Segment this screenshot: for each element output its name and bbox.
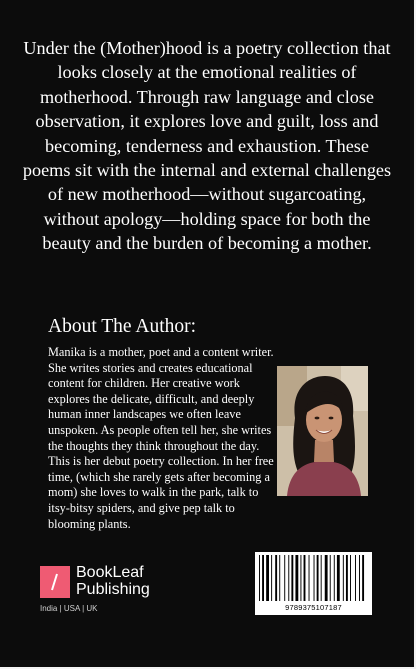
barcode-bar	[304, 555, 306, 601]
publisher-logo-mark	[40, 566, 70, 598]
publisher-name-line1: BookLeaf	[76, 564, 144, 581]
author-bio: Manika is a mother, poet and a content writer. She writes stories and creates educational content for children. Her creative work explores the delicate, difficult, and deeply human inner landscapes we often leave unspoken. As people often tell her, she writes the thoughts they think throughout the day. This is her debut poetry collection. In her free time, (which she rarely gets after becoming a mom) she loves to walk in the park, talk to itsy-bitsy spiders, and give pep talk to blooming plants.	[48, 345, 274, 531]
barcode-bar	[362, 555, 364, 601]
barcode-bar	[355, 555, 356, 601]
barcode-bar	[291, 555, 293, 601]
barcode-bar	[279, 555, 280, 601]
barcode-bar	[262, 555, 264, 601]
barcode-bar	[259, 555, 260, 601]
barcode-bar	[334, 555, 335, 601]
isbn-number: 9789375107187	[285, 603, 342, 612]
author-portrait-image	[277, 366, 368, 496]
barcode-bar	[288, 555, 289, 601]
barcode-bars	[255, 552, 372, 604]
barcode-bar	[295, 555, 298, 601]
barcode-bar	[266, 555, 269, 601]
barcode-bar	[321, 555, 322, 601]
publisher-name	[76, 564, 150, 598]
barcode-bar	[275, 555, 277, 601]
publisher-name-line2: Publishing	[76, 581, 150, 598]
barcode-bar	[309, 555, 310, 601]
barcode-bar	[359, 555, 360, 601]
barcode-bar	[346, 555, 348, 601]
author-photo	[277, 366, 368, 496]
book-blurb: Under the (Mother)hood is a poetry collection that looks closely at the emotional realities of motherhood. Through raw language and close observation, it explores love and guilt, loss and becoming, tenderness and exhaustion. These poems sit with the internal and external challenges of new motherhood—without sugarcoating, without apology—holding space for both the beauty and the burden of becoming a mother.	[22, 38, 392, 254]
barcode-bar	[337, 555, 340, 601]
barcode-bar	[300, 555, 301, 601]
barcode-bar	[350, 555, 351, 601]
publisher-regions: India | USA | UK	[40, 604, 98, 613]
about-author-heading: About The Author:	[48, 316, 197, 337]
barcode-bar	[284, 555, 285, 601]
barcode-bar	[325, 555, 328, 601]
barcode-bar	[343, 555, 344, 601]
leaf-slash-icon	[40, 566, 70, 598]
isbn-barcode	[255, 552, 372, 615]
barcode-bar	[314, 555, 315, 601]
barcode-bar	[271, 555, 272, 601]
barcode-bar	[317, 555, 319, 601]
barcode-bar	[330, 555, 331, 601]
